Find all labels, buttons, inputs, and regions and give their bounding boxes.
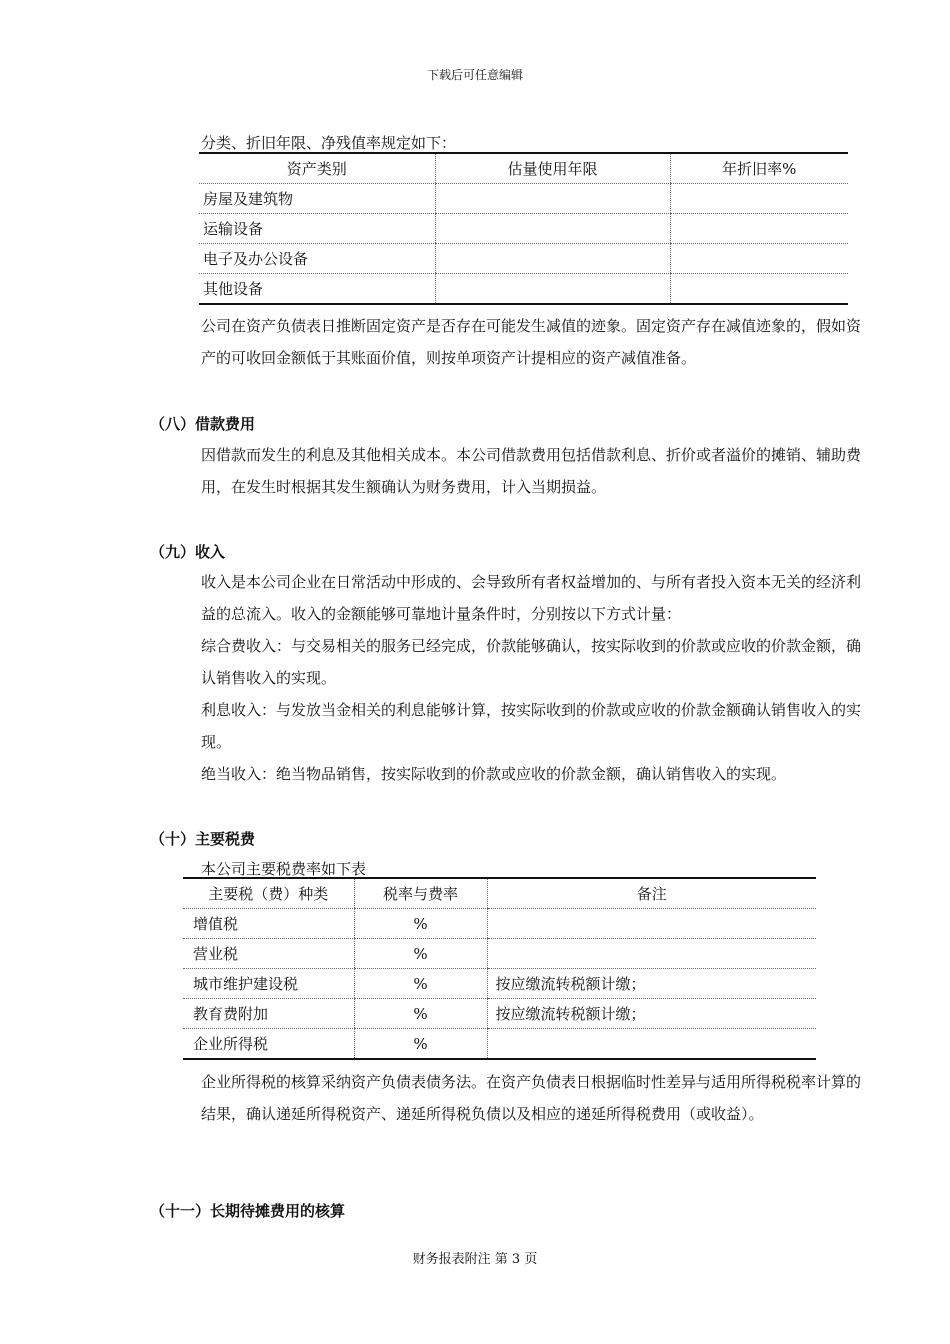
- table-cell: %: [354, 939, 487, 969]
- table-cell: %: [354, 969, 487, 999]
- column-header: 资产类别: [199, 153, 435, 184]
- paragraph-text: 综合费收入：与交易相关的服务已经完成，价款能够确认，按实际收到的价款或应收的价款金额，确认销售收入的实现。: [201, 637, 862, 687]
- table-cell: [670, 184, 848, 214]
- table-row: [199, 214, 848, 244]
- impairment-paragraph: [201, 310, 861, 374]
- depreciation-table: [199, 152, 848, 305]
- paragraph-text: 因借款而发生的利息及其他相关成本。本公司借款费用包括借款利息、折价或者溢价的摊销、辅助费用，在发生时根据其发生额确认为财务费用，计入当期损益。: [201, 446, 862, 496]
- table-row: [183, 909, 816, 939]
- table-cell: 运输设备: [199, 214, 435, 244]
- paragraph-text: 企业所得税的核算采纳资产负债表债务法。在资产负债表日根据临时性差异与适用所得税税率计算的结果，确认递延所得税资产、递延所得税负债以及相应的递延所得税费用（或收益）。: [201, 1073, 862, 1123]
- borrowing-costs-paragraph: [201, 439, 861, 503]
- table-cell: [487, 939, 816, 969]
- page-footer: 财务报表附注 第 3 页: [412, 1252, 538, 1267]
- section-heading: （九）收入: [150, 543, 226, 561]
- section-heading: （十一）长期待摊费用的核算: [150, 1202, 346, 1220]
- column-header: 年折旧率%: [670, 153, 848, 184]
- revenue-paragraphs: [201, 566, 861, 790]
- column-header: 估量使用年限: [435, 153, 670, 184]
- table-cell: 按应缴流转税额计缴；: [487, 969, 816, 999]
- paragraph-text: 绝当收入：绝当物品销售，按实际收到的价款或应收的价款金额，确认销售收入的实现。: [201, 765, 787, 783]
- table-cell: 按应缴流转税额计缴；: [487, 999, 816, 1029]
- table-cell: 企业所得税: [193, 1035, 269, 1053]
- table-row: [199, 274, 848, 305]
- table-cell: [487, 909, 816, 939]
- table-cell: 城市维护建设税: [183, 969, 354, 999]
- income-tax-paragraph: [201, 1066, 861, 1130]
- table-cell: %: [354, 1029, 487, 1060]
- section-heading: （十）主要税费: [150, 830, 256, 848]
- table-cell: 电子及办公设备: [199, 244, 435, 274]
- paragraph-text: 收入是本公司企业在日常活动中形成的、会导致所有者权益增加的、与所有者投入资本无关的经济利益的总流入。收入的金额能够可靠地计量条件时，分别按以下方式计量：: [201, 573, 862, 623]
- table-cell: [435, 214, 670, 244]
- table-row: [199, 244, 848, 274]
- table-cell: [487, 1029, 816, 1060]
- table-cell: 营业税: [183, 939, 354, 969]
- column-header: 备注: [487, 878, 816, 909]
- table-cell: 增值税: [183, 909, 354, 939]
- paragraph-text: 利息收入：与发放当金相关的利息能够计算，按实际收到的价款或应收的价款金额确认销售收入的实现。: [201, 701, 862, 751]
- table-row: [183, 999, 816, 1029]
- table-cell: [435, 274, 670, 305]
- table-cell: 房屋及建筑物: [199, 184, 435, 214]
- depreciation-intro: 分类、折旧年限、净残值率规定如下：: [201, 134, 457, 152]
- column-header: 税率与费率: [354, 878, 487, 909]
- table-cell: [670, 214, 848, 244]
- table-cell: [435, 184, 670, 214]
- table-cell: 其他设备: [203, 280, 264, 298]
- table-cell: %: [354, 999, 487, 1029]
- table-row: [183, 939, 816, 969]
- table-cell: 教育费附加: [183, 999, 354, 1029]
- table-header-row: [183, 878, 816, 909]
- table-cell: [435, 244, 670, 274]
- tax-intro: 本公司主要税费率如下表: [201, 860, 367, 878]
- table-header-row: [199, 153, 848, 184]
- table-row: [183, 969, 816, 999]
- table-row: [199, 184, 848, 214]
- table-row: [183, 1029, 816, 1060]
- column-header: 主要税（费）种类: [183, 878, 354, 909]
- table-cell: [670, 274, 848, 305]
- table-cell: %: [354, 909, 487, 939]
- section-heading: （八）借款费用: [150, 415, 256, 433]
- table-cell: [670, 244, 848, 274]
- tax-rate-table: [183, 877, 816, 1060]
- page-header: 下载后可任意编辑: [426, 68, 523, 82]
- paragraph-text: 公司在资产负债表日推断固定资产是否存在可能发生减值的迹象。固定资产存在减值迹象的，假如资产的可收回金额低于其账面价值，则按单项资产计提相应的资产减值准备。: [201, 317, 862, 367]
